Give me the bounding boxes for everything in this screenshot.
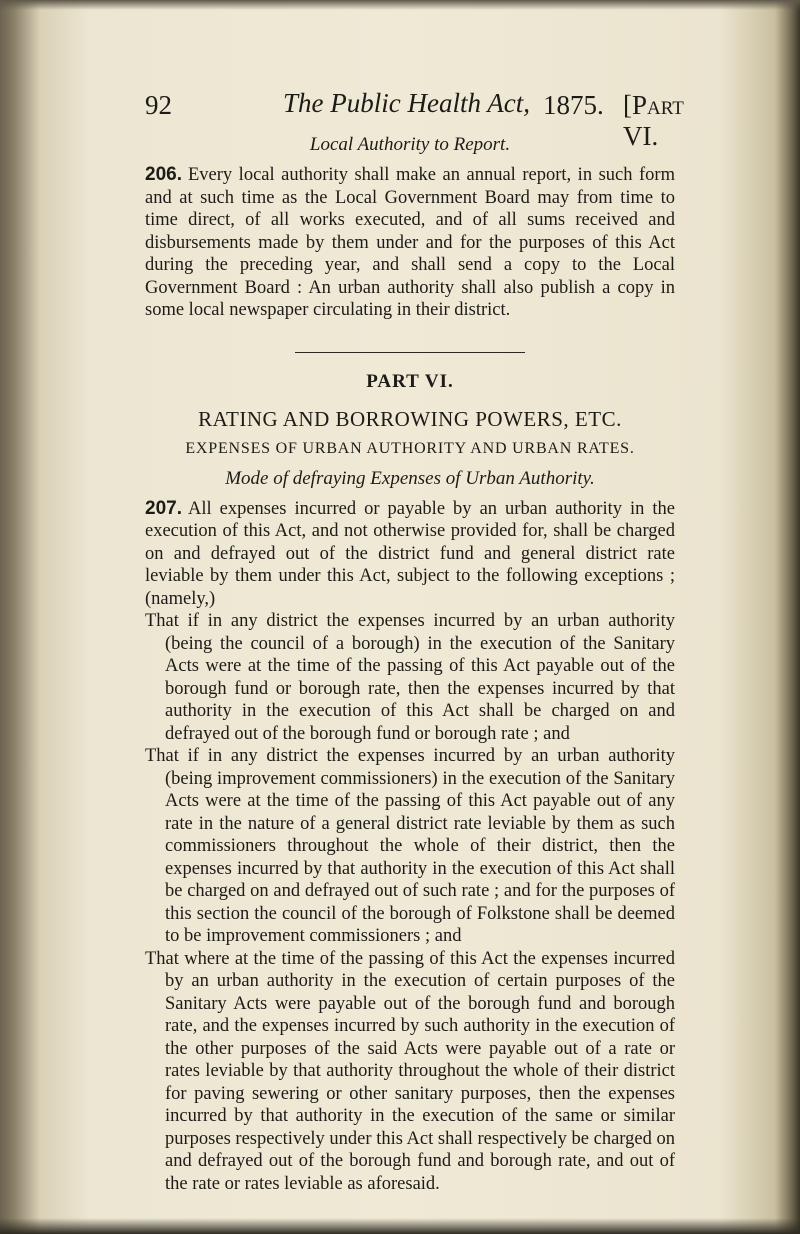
- part-subheading: EXPENSES OF URBAN AUTHORITY AND URBAN RATES.: [185, 439, 635, 457]
- section-206-body: [145, 164, 675, 322]
- section-206-number: 206.: [145, 164, 182, 185]
- running-year: 1875.: [543, 90, 604, 120]
- proviso-paragraph: That if in any district the expenses incurred by an urban authority (being the council of a borough) in the execution of the Sanitary Acts were at the time of the passing of this Act payable out of the borough fund or borough rate, then the expenses incurred by that authority in the execution of this Act shall be charged on and defrayed out of the borough fund or borough rate ; and: [145, 611, 675, 744]
- page-content: [145, 88, 684, 1195]
- section-207-title: Mode of defraying Expenses of Urban Authority.: [225, 467, 595, 489]
- section-206-title: Local Authority to Report.: [309, 134, 511, 155]
- divider-rule: [295, 352, 525, 353]
- section-207-intro: [145, 498, 675, 611]
- page-number: 92: [145, 90, 172, 120]
- part-heading: RATING AND BORROWING POWERS, ETC.: [198, 406, 622, 431]
- section-206-text: Every local authority shall make an annual report, in such form and at such time as the Local Government Board may from time to time direct, of all works executed, and of all sums received and disbursements made by them under and for the purposes of this Act during the preceding year, and shall send a copy to the Local Government Board : An urban authority shall also publish a copy in some local newspaper circulating in their district.: [145, 165, 675, 320]
- section-207-intro-text: All expenses incurred or payable by an urban authority in the execution of this Act, and not otherwise provided for, shall be charged on and defrayed out of the district fund and general district rate leviable by them under this Act, subject to the following exceptions ; (namely,): [145, 498, 675, 609]
- proviso-paragraph: That if in any district the expenses incurred by an urban authority (being improvement commissioners) in the execution of the Sanitary Acts were at the time of the passing of this Act payable out of any rate in the nature of a general district rate leviable by them as such commissioners throughout the whole of their district, then the expenses incurred by that authority in the execution of this Act shall be charged on and defrayed out of such rate ; and for the purposes of this section the council of the borough of Folkstone shall be deemed to be improvement commissioners ; and: [145, 746, 675, 946]
- running-part: [Part VI.: [623, 90, 684, 151]
- running-title: The Public Health Act,: [283, 88, 530, 118]
- section-207-number: 207.: [145, 497, 182, 519]
- proviso-paragraph: That where at the time of the passing of this Act the expenses incurred by an urban authority in the execution of certain purposes of the Sanitary Acts were payable out of the borough fund and borough rate, and the expenses incurred by such authority in the execution of the other purposes of the said Acts were payable out of a rate or rates leviable by that authority throughout the whole of their district for paving sewering or other sanitary purposes, then the expenses incurred by that authority in the execution of the same or similar purposes respectively under this Act shall respectively be charged on and defrayed out of the borough fund and borough rate, and out of the rate or rates leviable as aforesaid.: [145, 948, 675, 1194]
- part-title: PART VI.: [366, 370, 454, 392]
